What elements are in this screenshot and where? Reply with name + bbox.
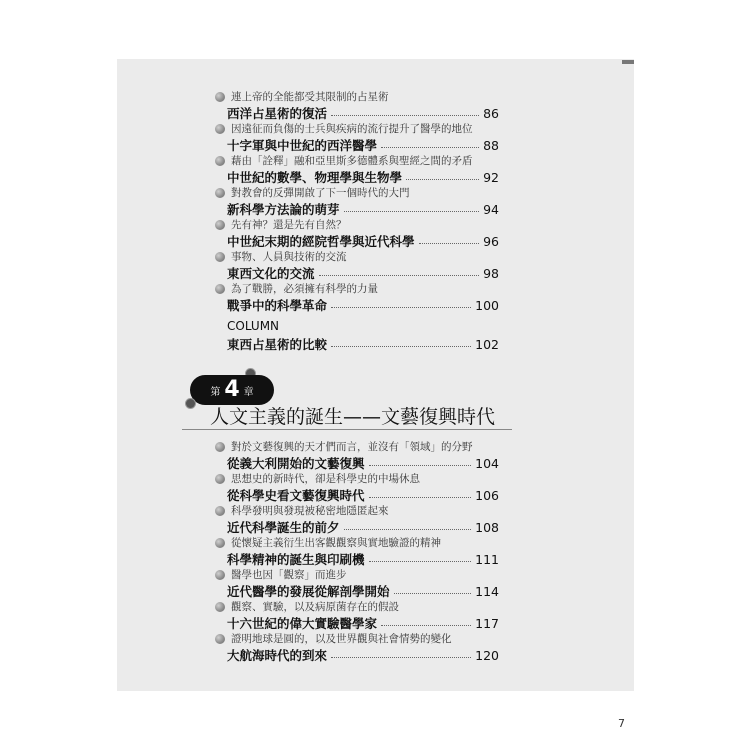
bullet-icon [215, 506, 225, 516]
entry-page: 117 [475, 616, 499, 631]
toc-entry[interactable] [117, 599, 634, 631]
entry-subtitle: 觀察、實驗，以及病原菌存在的假設 [231, 601, 399, 613]
entry-page: 104 [475, 456, 499, 471]
corner-tab [622, 60, 634, 64]
entry-page: 106 [475, 488, 499, 503]
decorative-dot [185, 398, 196, 409]
entry-title: 中世紀末期的經院哲學與近代科學 [227, 234, 415, 249]
entry-subtitle: 連上帝的全能都受其限制的占星術 [231, 91, 389, 103]
toc-entry[interactable] [117, 471, 634, 503]
dot-leader [344, 211, 480, 212]
bullet-icon [215, 188, 225, 198]
toc-entry[interactable] [117, 535, 634, 567]
page-panel [117, 59, 634, 691]
bullet-icon [215, 634, 225, 644]
dot-leader [331, 307, 471, 308]
dot-leader [381, 625, 471, 626]
entry-title: 從科學史看文藝復興時代 [227, 488, 365, 503]
dot-leader [406, 179, 479, 180]
dot-leader [419, 243, 480, 244]
dot-leader [381, 147, 479, 148]
toc-section-1 [117, 89, 634, 313]
entry-subtitle: 對教會的反彈開啟了下一個時代的大門 [231, 187, 410, 199]
entry-page: 102 [475, 337, 499, 352]
entry-subtitle: 先有神？還是先有自然？ [231, 219, 347, 231]
chapter-badge [190, 375, 274, 405]
entry-title: 東西占星術的比較 [227, 337, 328, 352]
entry-title: 新科學方法論的萌芽 [227, 202, 340, 217]
dot-leader [331, 115, 479, 116]
chapter-divider [182, 429, 512, 430]
bullet-icon [215, 602, 225, 612]
toc-entry[interactable] [117, 89, 634, 121]
entry-page: 94 [483, 202, 499, 217]
entry-page: 88 [483, 138, 499, 153]
entry-page: 108 [475, 520, 499, 535]
toc-entry[interactable] [117, 439, 634, 471]
entry-title: 近代科學誕生的前夕 [227, 520, 340, 535]
dot-leader [344, 529, 472, 530]
entry-subtitle: 事物、人員與技術的交流 [231, 251, 347, 263]
entry-title: 十字軍與中世紀的西洋醫學 [227, 138, 378, 153]
entry-subtitle: 藉由「詮釋」融和亞里斯多德體系與聖經之間的矛盾 [231, 155, 473, 167]
entry-page: 114 [475, 584, 499, 599]
toc-entry[interactable] [117, 217, 634, 249]
entry-subtitle: 為了戰勝，必須擁有科學的力量 [231, 283, 378, 295]
bullet-icon [215, 570, 225, 580]
page-number: 7 [618, 717, 625, 730]
entry-title: 近代醫學的發展從解剖學開始 [227, 584, 390, 599]
chapter-title: 人文主義的誕生——文藝復興時代 [210, 406, 496, 428]
toc-entry[interactable] [117, 153, 634, 185]
bullet-icon [215, 474, 225, 484]
bullet-icon [215, 538, 225, 548]
column-label: COLUMN [227, 319, 280, 333]
entry-subtitle: 因遠征而負傷的士兵與疾病的流行提升了醫學的地位 [231, 123, 473, 135]
dot-leader [369, 465, 472, 466]
entry-subtitle: 證明地球是圓的，以及世界觀與社會情勢的變化 [231, 633, 452, 645]
toc-entry[interactable] [117, 185, 634, 217]
entry-subtitle: 醫學也因「觀察」而進步 [231, 569, 347, 581]
bullet-icon [215, 92, 225, 102]
chapter-prefix: 第 [210, 386, 221, 398]
entry-title: 戰爭中的科學革命 [227, 298, 328, 313]
entry-title: 十六世紀的偉大實驗醫學家 [227, 616, 378, 631]
entry-title: 科學精神的誕生與印刷機 [227, 552, 365, 567]
toc-entry[interactable] [117, 249, 634, 281]
entry-subtitle: 科學發明與發現被秘密地隱匿起來 [231, 505, 389, 517]
dot-leader [331, 346, 471, 347]
entry-title: 大航海時代的到來 [227, 648, 328, 663]
bullet-icon [215, 252, 225, 262]
entry-subtitle: 從懷疑主義衍生出客觀觀察與實地驗證的精神 [231, 537, 441, 549]
chapter-suffix: 章 [243, 386, 254, 398]
toc-entry[interactable] [117, 121, 634, 153]
entry-page: 100 [475, 298, 499, 313]
toc-entry[interactable] [117, 631, 634, 663]
bullet-icon [215, 156, 225, 166]
entry-title: 中世紀的數學、物理學與生物學 [227, 170, 403, 185]
entry-page: 120 [475, 648, 499, 663]
chapter-number: 4 [224, 377, 240, 402]
bullet-icon [215, 284, 225, 294]
toc-section-2 [117, 439, 634, 663]
dot-leader [319, 275, 480, 276]
entry-title: 從義大利開始的文藝復興 [227, 456, 365, 471]
bullet-icon [215, 220, 225, 230]
dot-leader [369, 497, 472, 498]
dot-leader [394, 593, 472, 594]
dot-leader [369, 561, 472, 562]
entry-page: 92 [483, 170, 499, 185]
dot-leader [331, 657, 471, 658]
bullet-icon [215, 442, 225, 452]
toc-entry[interactable] [117, 503, 634, 535]
entry-page: 86 [483, 106, 499, 121]
entry-page: 98 [483, 266, 499, 281]
entry-subtitle: 思想史的新時代，卻是科學史的中場休息 [231, 473, 420, 485]
entry-subtitle: 對於文藝復興的天才們而言，並沒有「領域」的分野 [231, 441, 473, 453]
bullet-icon [215, 124, 225, 134]
column-entry[interactable] [117, 336, 634, 356]
entry-page: 111 [475, 552, 499, 567]
toc-entry[interactable] [117, 281, 634, 313]
entry-title: 西洋占星術的復活 [227, 106, 328, 121]
entry-page: 96 [483, 234, 499, 249]
toc-entry[interactable] [117, 567, 634, 599]
entry-title: 東西文化的交流 [227, 266, 315, 281]
